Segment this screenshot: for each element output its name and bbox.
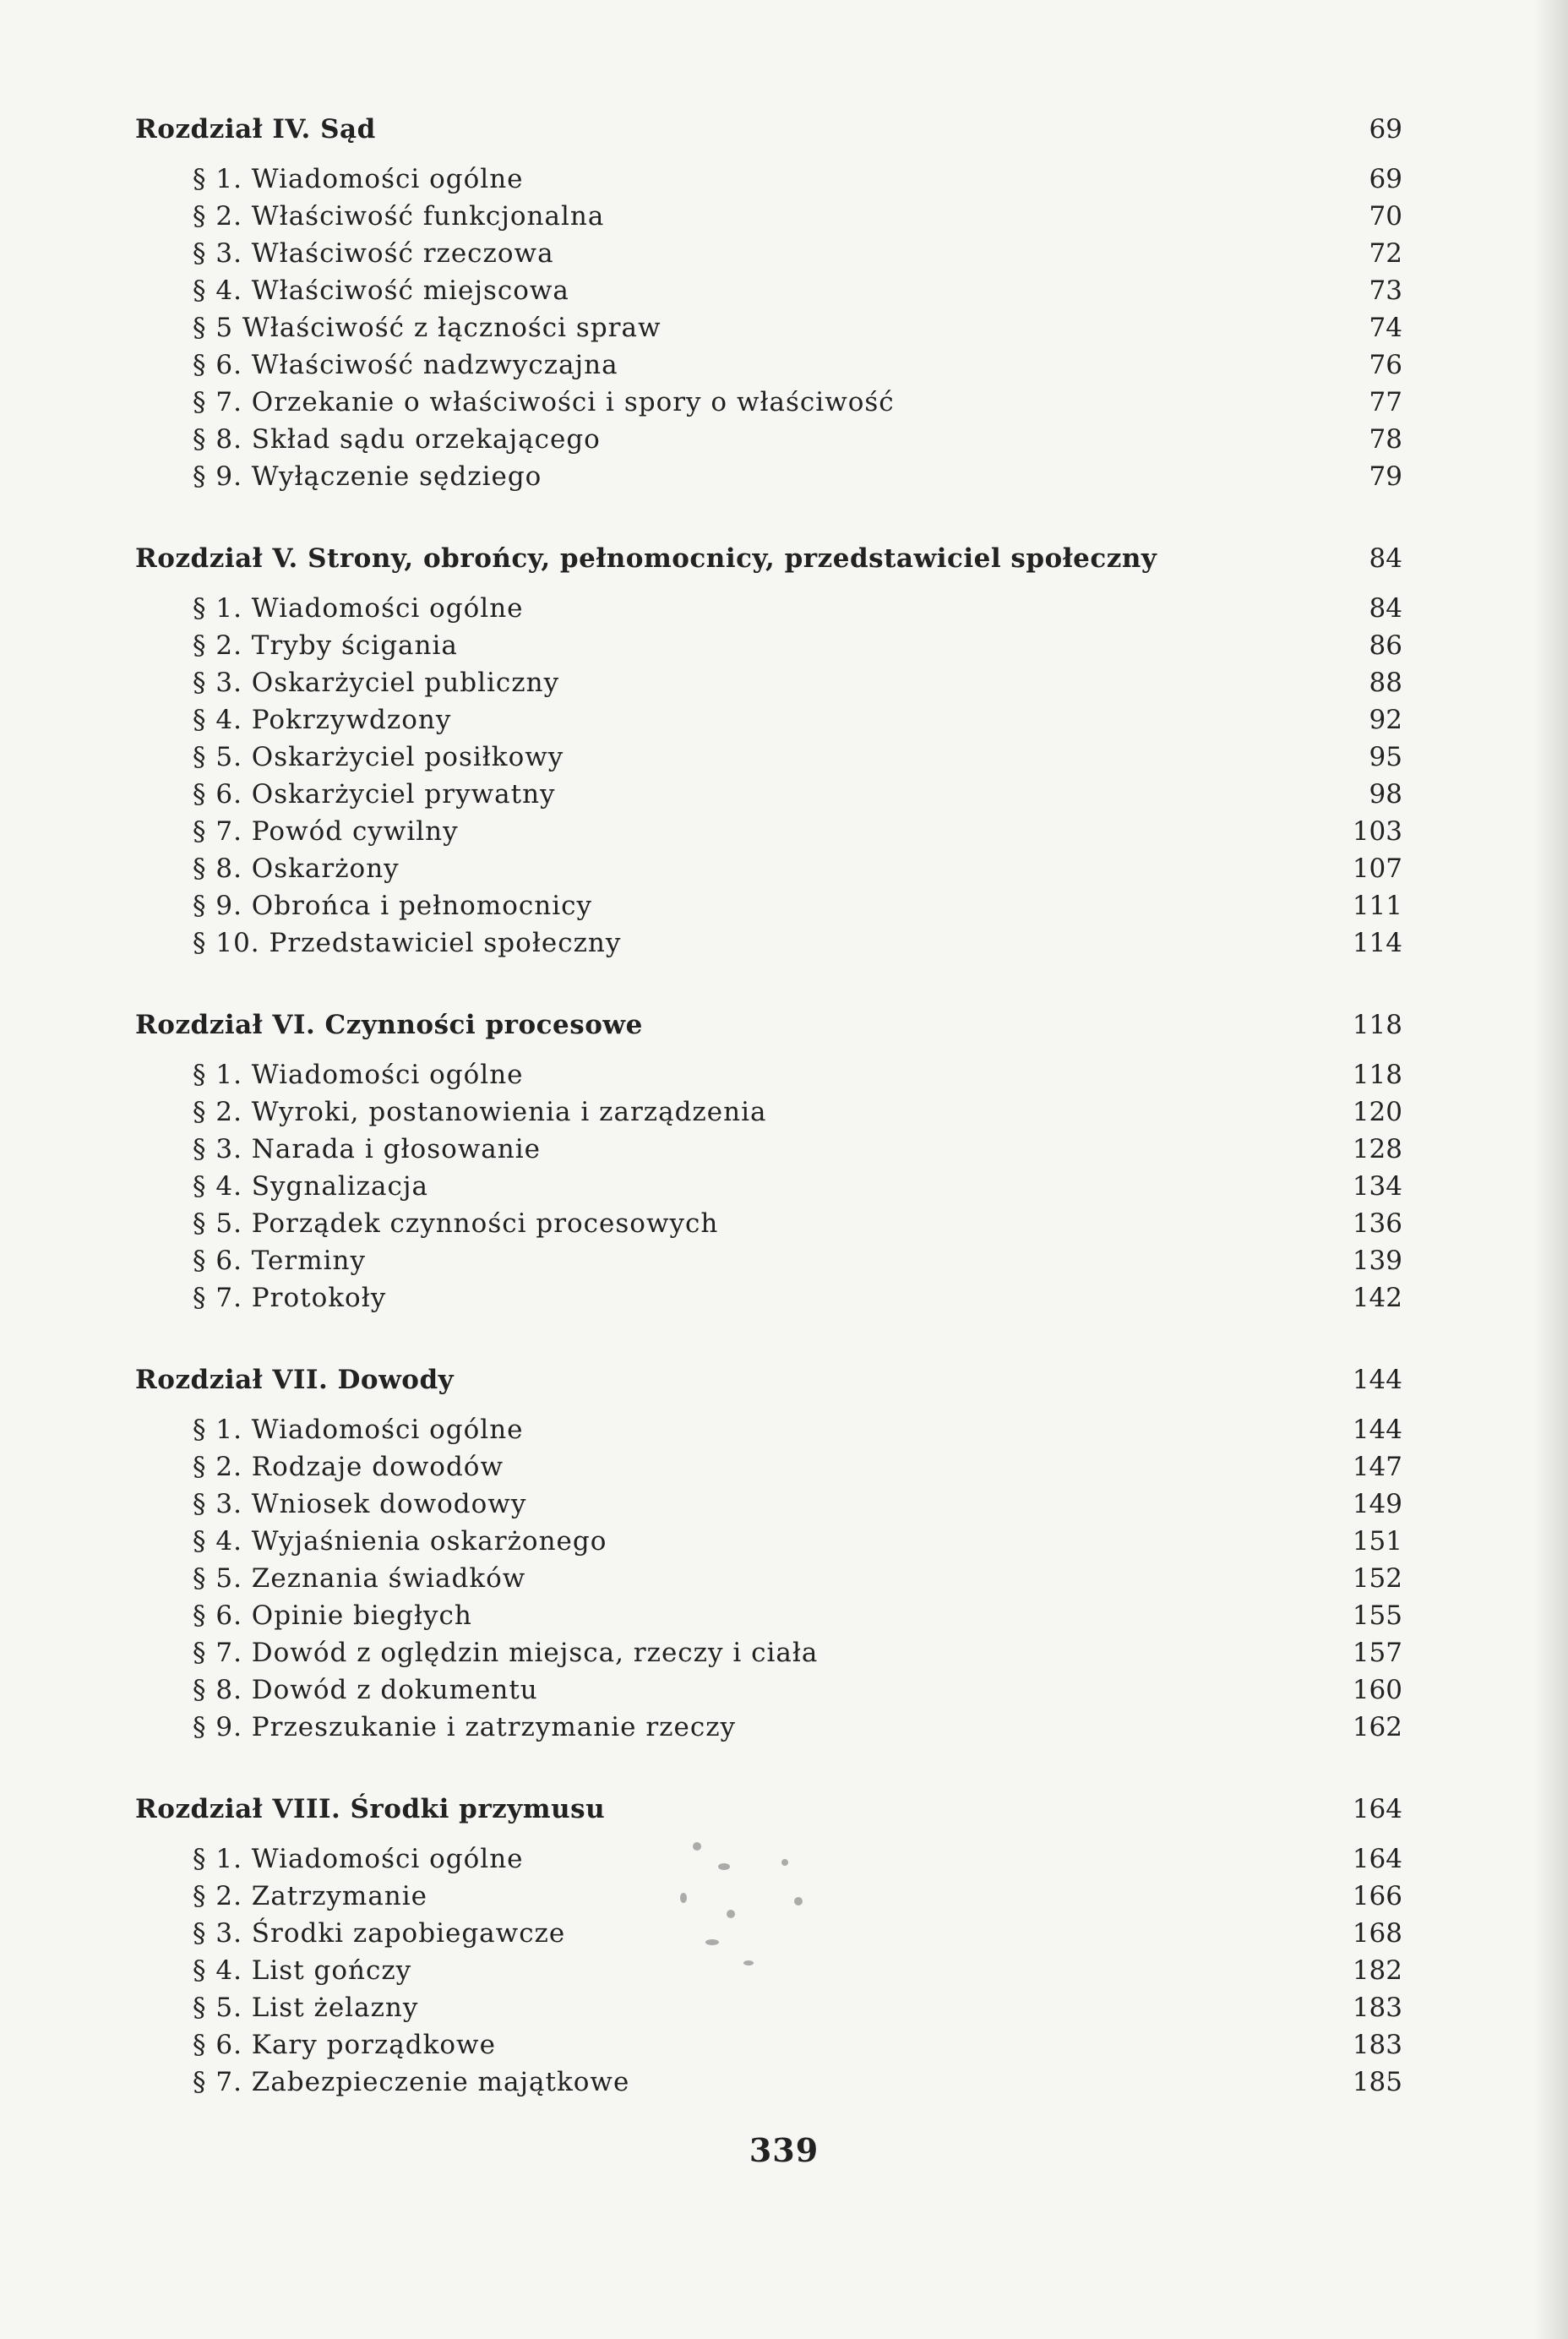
entry-label: § 1. Wiadomości ogólne [193,1844,532,1874]
entry-page-number: 77 [1340,384,1402,421]
toc-entry [135,1634,1402,1671]
toc-entry [135,850,1402,887]
chapter-heading [135,1357,1402,1403]
entry-page-number: 95 [1340,739,1402,776]
toc-entry [135,1840,1402,1878]
toc-entry [135,1486,1402,1523]
toc-entry [135,421,1402,458]
stamp-speck [705,1939,719,1945]
chapter-section [135,106,1402,495]
toc-entry [135,739,1402,776]
chapter-heading [135,106,1402,152]
chapter-heading [135,1002,1402,1048]
toc-entry [135,161,1402,198]
stamp-speck [727,1910,735,1918]
stamp-speck [794,1897,803,1906]
entry-label: § 3. Właściwość rzeczowa [193,238,563,269]
stamp-speck [718,1863,730,1870]
toc-entry [135,384,1402,421]
toc-entry [135,664,1402,701]
entry-page-number: 74 [1340,309,1402,346]
entry-page-number: 168 [1340,1915,1402,1952]
entry-label: § 4. List gończy [193,1955,420,1986]
chapter-section [135,1786,1402,2101]
entry-page-number: 120 [1340,1093,1402,1131]
entry-label: § 8. Oskarżony [193,853,408,884]
entry-page-number: 183 [1340,1989,1402,2026]
entry-label: § 7. Protokoły [193,1283,395,1313]
toc-entry [135,198,1402,235]
chapter-page-number: 84 [1340,536,1402,581]
entry-label: § 7. Zabezpieczenie majątkowe [193,2067,638,2097]
entry-page-number: 107 [1340,850,1402,887]
entry-label: § 5. Oskarżyciel posiłkowy [193,742,572,772]
chapter-page-number: 69 [1340,106,1402,152]
toc-entry [135,309,1402,346]
entry-page-number: 136 [1340,1205,1402,1242]
toc-entry [135,887,1402,924]
stamp-speck [693,1842,701,1851]
entry-label: § 4. Właściwość miejscowa [193,275,578,306]
chapter-heading [135,536,1402,581]
entry-page-number: 88 [1340,664,1402,701]
entry-page-number: 78 [1340,421,1402,458]
page-number: 339 [749,2131,819,2169]
entry-label: § 3. Środki zapobiegawcze [193,1918,574,1949]
entry-page-number: 111 [1340,887,1402,924]
toc-entry [135,1205,1402,1242]
toc-entry [135,1168,1402,1205]
toc-entry [135,1131,1402,1168]
entry-label: § 4. Wyjaśnienia oskarżonego [193,1526,615,1557]
entry-label: § 2. Wyroki, postanowienia i zarządzenia [193,1097,775,1127]
toc-entry [135,1952,1402,1989]
entry-page-number: 92 [1340,701,1402,739]
entry-page-number: 151 [1340,1523,1402,1560]
entry-label: § 1. Wiadomości ogólne [193,1415,532,1445]
chapter-section [135,1357,1402,1746]
chapter-page-number: 144 [1340,1357,1402,1403]
entry-label: § 5. Porządek czynności procesowych [193,1208,727,1239]
entry-label: § 7. Powód cywilny [193,816,467,847]
entry-page-number: 162 [1340,1709,1402,1746]
entry-page-number: 84 [1340,590,1402,627]
entry-page-number: 147 [1340,1448,1402,1486]
toc-entry [135,1989,1402,2026]
entry-label: § 6. Oskarżyciel prywatny [193,779,564,810]
stamp-speck [743,1960,754,1966]
entry-label: § 7. Orzekanie o właściwości i spory o właściwość [193,387,903,417]
toc-entry [135,346,1402,384]
entry-page-number: 134 [1340,1168,1402,1205]
entry-page-number: 160 [1340,1671,1402,1709]
toc-entry [135,1448,1402,1486]
entry-label: § 6. Właściwość nadzwyczajna [193,350,627,380]
toc-entry [135,701,1402,739]
chapter-title: Rozdział VI. Czynności procesowe [135,1010,651,1040]
toc-entry [135,590,1402,627]
entry-label: § 4. Sygnalizacja [193,1171,437,1202]
entry-label: § 7. Dowód z oględzin miejsca, rzeczy i ciała [193,1638,826,1668]
page-edge-shadow [1534,0,1568,2339]
entry-label: § 2. Właściwość funkcjonalna [193,201,612,232]
entry-page-number: 76 [1340,346,1402,384]
toc-entry [135,1560,1402,1597]
toc-entry [135,2064,1402,2101]
chapter-title: Rozdział VIII. Środki przymusu [135,1794,613,1824]
toc-entry [135,1411,1402,1448]
entry-page-number: 128 [1340,1131,1402,1168]
chapter-title: Rozdział V. Strony, obrońcy, pełnomocnicy, przedstawiciel społeczny [135,543,1165,574]
entry-page-number: 73 [1340,272,1402,309]
entry-label: § 5. List żelazny [193,1993,427,2023]
entry-page-number: 114 [1340,924,1402,962]
entry-label: § 1. Wiadomości ogólne [193,593,532,624]
entry-page-number: 86 [1340,627,1402,664]
entry-page-number: 72 [1340,235,1402,272]
entry-page-number: 118 [1340,1056,1402,1093]
entry-label: § 2. Rodzaje dowodów [193,1452,512,1482]
toc-entry [135,776,1402,813]
entry-label: § 6. Opinie biegłych [193,1600,481,1631]
entry-label: § 2. Zatrzymanie [193,1881,436,1911]
entry-page-number: 70 [1340,198,1402,235]
toc-entry [135,1597,1402,1634]
chapter-section [135,536,1402,962]
entry-label: § 8. Dowód z dokumentu [193,1675,547,1705]
entry-page-number: 149 [1340,1486,1402,1523]
toc-entry [135,627,1402,664]
toc-entry [135,1671,1402,1709]
toc-entry [135,458,1402,495]
entry-label: § 5. Zeznania świadków [193,1563,534,1594]
entry-label: § 6. Kary porządkowe [193,2030,504,2060]
entry-label: § 6. Terminy [193,1246,374,1276]
entry-page-number: 185 [1340,2064,1402,2101]
entry-label: § 9. Obrońca i pełnomocnicy [193,891,601,921]
entry-label: § 10. Przedstawiciel społeczny [193,928,629,958]
entry-page-number: 139 [1340,1242,1402,1279]
entry-page-number: 142 [1340,1279,1402,1317]
entry-page-number: 103 [1340,813,1402,850]
entry-page-number: 182 [1340,1952,1402,1989]
chapter-title: Rozdział IV. Sąd [135,114,384,144]
entry-label: § 2. Tryby ścigania [193,630,466,661]
entry-label: § 9. Przeszukanie i zatrzymanie rzeczy [193,1712,744,1742]
entry-page-number: 166 [1340,1878,1402,1915]
chapter-page-number: 118 [1340,1002,1402,1048]
chapter-heading [135,1786,1402,1832]
toc-entry [135,1242,1402,1279]
toc-entry [135,272,1402,309]
toc-entry [135,1093,1402,1131]
entry-page-number: 69 [1340,161,1402,198]
entry-page-number: 79 [1340,458,1402,495]
entry-label: § 3. Narada i głosowanie [193,1134,549,1164]
entry-page-number: 155 [1340,1597,1402,1634]
toc-entry [135,1056,1402,1093]
entry-label: § 9. Wyłączenie sędziego [193,461,550,492]
entry-label: § 1. Wiadomości ogólne [193,164,532,194]
toc-entry [135,1709,1402,1746]
entry-label: § 1. Wiadomości ogólne [193,1060,532,1090]
toc-entry [135,1279,1402,1317]
entry-label: § 5 Właściwość z łączności spraw [193,313,670,343]
entry-page-number: 157 [1340,1634,1402,1671]
entry-page-number: 98 [1340,776,1402,813]
entry-label: § 3. Oskarżyciel publiczny [193,668,568,698]
toc-entry [135,1523,1402,1560]
toc-entry [135,924,1402,962]
stamp-speck [680,1893,687,1903]
entry-label: § 8. Skład sądu orzekającego [193,424,609,455]
chapter-page-number: 164 [1340,1786,1402,1832]
entry-page-number: 152 [1340,1560,1402,1597]
chapter-section [135,1002,1402,1317]
entry-page-number: 144 [1340,1411,1402,1448]
stamp-speck [781,1859,788,1866]
entry-page-number: 183 [1340,2026,1402,2064]
toc-entry [135,1915,1402,1952]
toc-entry [135,813,1402,850]
table-of-contents [135,106,1402,2141]
toc-entry [135,2026,1402,2064]
chapter-title: Rozdział VII. Dowody [135,1365,462,1395]
toc-entry [135,1878,1402,1915]
toc-entry [135,235,1402,272]
entry-page-number: 164 [1340,1840,1402,1878]
entry-label: § 4. Pokrzywdzony [193,705,460,735]
entry-label: § 3. Wniosek dowodowy [193,1489,535,1519]
